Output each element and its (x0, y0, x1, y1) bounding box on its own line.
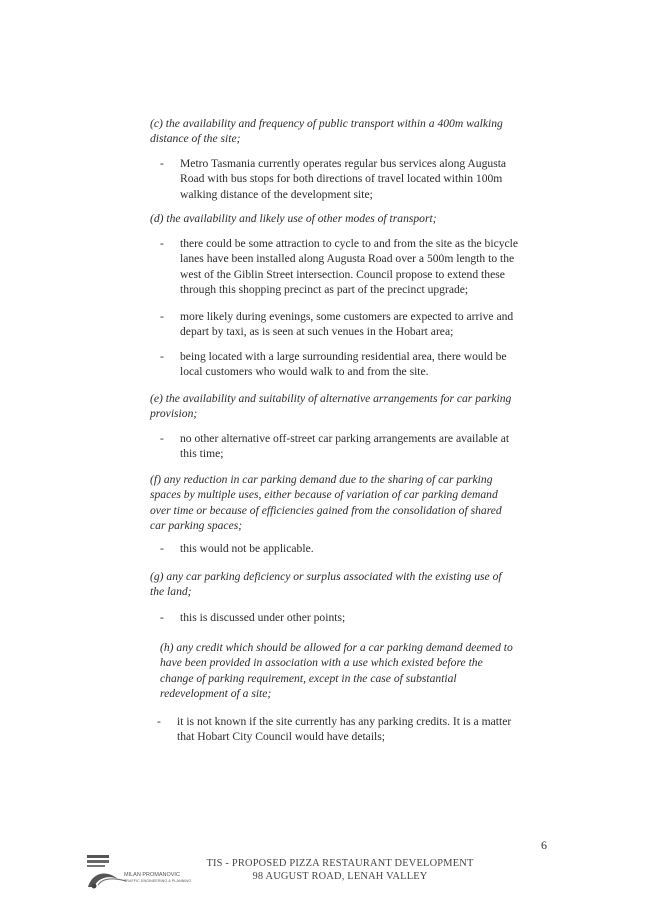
bullet-line: that Hobart City Council would have details; (177, 730, 386, 744)
bullet-item (157, 714, 512, 745)
bullet-line: local customers who would walk to and from the site. (180, 365, 429, 379)
bullet-line: depart by taxi, as is seen at such venues in the Hobart area; (180, 325, 454, 339)
bullet-marker: - (160, 310, 164, 323)
heading-line: (f) any reduction in car parking demand due to the sharing of car parking (150, 473, 493, 486)
bullet-line: more likely during evenings, some customers are expected to arrive and (180, 310, 514, 323)
bullet-marker: - (160, 237, 164, 250)
page-number: 6 (541, 838, 547, 852)
bullet-marker: - (160, 350, 164, 363)
bullet-item (160, 156, 507, 202)
heading-line: spaces by multiple uses, either because of variation of car parking demand (150, 488, 498, 502)
bullet-line: it is not known if the site currently has any parking credits. It is a matter (177, 715, 512, 728)
heading-c (150, 116, 503, 147)
bullet-item (160, 236, 519, 298)
bullet-item (160, 431, 510, 462)
heading-line: (g) any car parking deficiency or surplus associated with the existing use of (150, 570, 502, 583)
heading-line: (e) the availability and suitability of alternative arrangements for car parking (150, 392, 512, 405)
heading-line: (d) the availability and likely use of other modes of transport; (150, 212, 437, 225)
footer-line-2: 98 AUGUST ROAD, LENAH VALLEY (252, 871, 428, 882)
bullet-line: no other alternative off-street car parking arrangements are available at (180, 432, 510, 445)
bullet-line: through this shopping precinct as part of the precinct upgrade; (180, 283, 469, 297)
footer-address (190, 871, 490, 883)
bullet-marker: - (160, 542, 164, 555)
heading-line: over time or because of efficiencies gained from the consolidation of shared (150, 503, 502, 517)
bullet-line: this time; (180, 447, 224, 461)
bullet-marker: - (160, 157, 164, 170)
footer-title (190, 858, 490, 870)
bullet-item (160, 309, 514, 340)
heading-line: provision; (150, 407, 198, 421)
bullet-line: being located with a large surrounding residential area, there would be (180, 350, 507, 363)
bullet-line: Metro Tasmania currently operates regular bus services along Augusta (180, 157, 507, 170)
heading-line: (h) any credit which should be allowed for a car parking demand deemed to (160, 641, 513, 654)
bullet-line: there could be some attraction to cycle to and from the site as the bicycle (180, 237, 519, 250)
bullet-line: lanes have been installed along Augusta Road over a 500m length to the (180, 252, 515, 266)
bullet-item (160, 610, 346, 625)
heading-line: the land; (150, 585, 192, 599)
bullet-line: walking distance of the development site; (180, 187, 373, 201)
heading-line: redevelopment of a site; (160, 687, 272, 701)
company-logo (84, 855, 204, 891)
bullet-line: this would not be applicable. (180, 542, 314, 555)
footer-line-1: TIS - PROPOSED PIZZA RESTAURANT DEVELOPMENT (206, 858, 474, 869)
heading-line: have been provided in association with a use which existed before the (160, 656, 483, 670)
heading-line: change of parking requirement, except in the case of substantial (160, 671, 457, 685)
logo-mark-icon (84, 855, 128, 891)
heading-d (150, 211, 437, 226)
heading-g (150, 569, 502, 600)
logo-text (124, 872, 191, 884)
heading-line: car parking spaces; (150, 519, 243, 533)
logo-tagline: TRAFFIC ENGINEERING & PLANNING (124, 879, 192, 883)
heading-f (150, 472, 502, 534)
logo-name: MILAN PROMANOVIC (124, 872, 180, 878)
bullet-marker: - (157, 715, 161, 728)
bullet-item (160, 349, 507, 380)
heading-line: distance of the site; (150, 132, 241, 146)
heading-line: (c) the availability and frequency of public transport within a 400m walking (150, 117, 503, 130)
bullet-line: west of the Giblin Street intersection. Council propose to extend these (180, 267, 505, 281)
bullet-marker: - (160, 432, 164, 445)
bullet-line: this is discussed under other points; (180, 611, 346, 624)
bullet-line: Road with bus stops for both directions of travel located within 100m (180, 172, 503, 186)
heading-e (150, 391, 511, 422)
heading-h (160, 640, 513, 702)
bullet-marker: - (160, 611, 164, 624)
bullet-item (160, 541, 314, 556)
